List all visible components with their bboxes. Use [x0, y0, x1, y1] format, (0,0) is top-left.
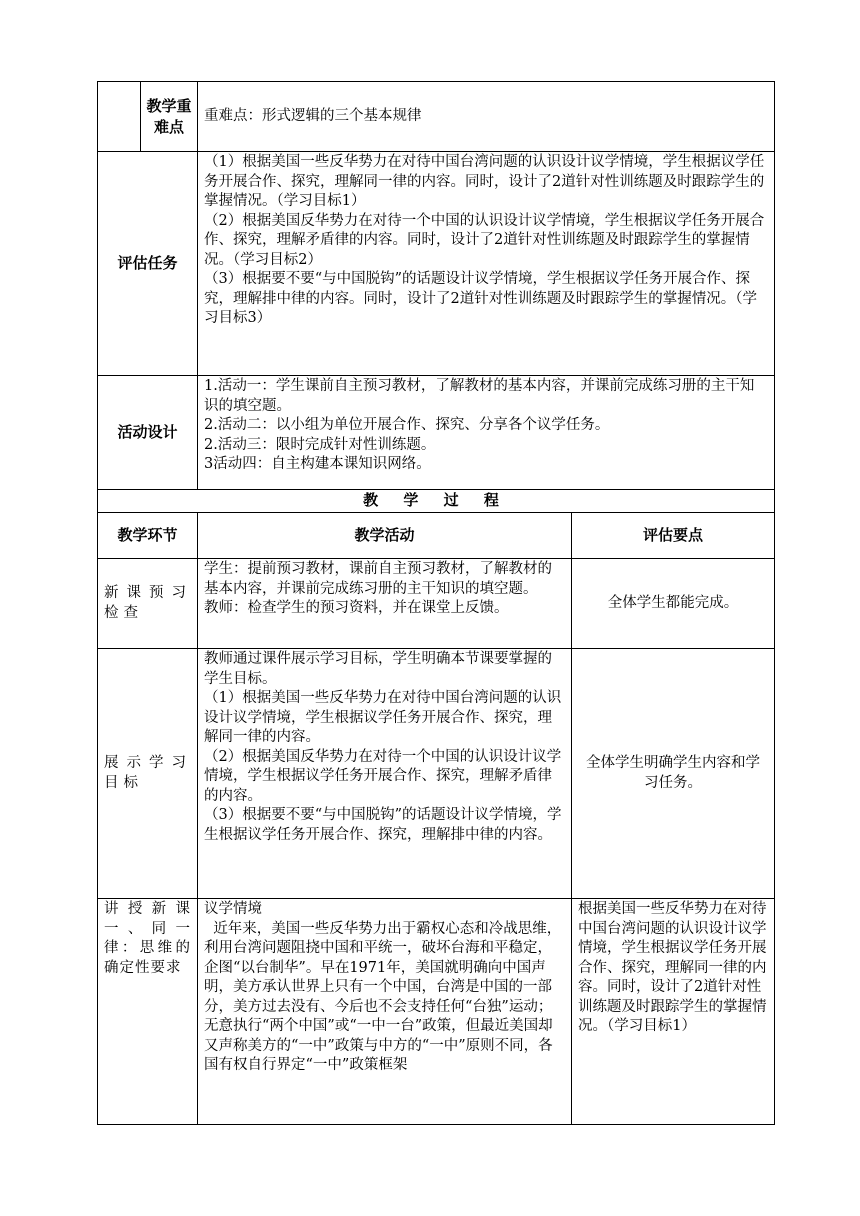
assessment-content: [198, 152, 775, 376]
activity-goals-line-4: （3）根据要不要“与中国脱钩”的话题设计议学情境，学生根据议学任务开展合作、探究，理解排中律的内容。: [204, 807, 562, 843]
activities-row: [98, 376, 775, 490]
assessment-item-1: （1）根据美国一些反华势力在对待中国台湾问题的认识设计议学情境，学生根据议学任务开展合作、探究，理解同一律的内容。同时，设计了2道针对性训练题及时跟踪学生的掌握情况。（学习目标1）: [204, 154, 765, 209]
process-row-goals: [98, 649, 775, 899]
activity-goals-line-1: 教师通过课件展示学习目标，学生明确本节课要掌握的学生目标。: [204, 651, 552, 687]
activity-item-3: 2.活动三：限时完成针对性训练题。: [204, 436, 436, 453]
header-stage: 教学环节: [98, 513, 198, 559]
activity-goals-line-3: （2）根据美国反华势力在对待一个中国的认识设计议学情境，学生根据议学任务开展合作、探究，理解矛盾律的内容。: [204, 748, 562, 804]
key-points-content: 重难点：形式逻辑的三个基本规律: [198, 82, 775, 152]
assessment-identity-law: 根据美国一些反华势力在对待中国台湾问题的认识设计议学情境，学生根据议学任务开展合作、探究，理解同一律的内容。同时，设计了2道针对性训练题及时跟踪学生的掌握情况。（学习目标1）: [572, 899, 775, 1125]
activities-content: [198, 376, 775, 490]
activity-item-2: 2.活动二：以小组为单位开展合作、探究、分享各个议学任务。: [204, 417, 610, 433]
process-row-preview: [98, 559, 775, 649]
assessment-goals: 全体学生明确学生内容和学习任务。: [572, 649, 775, 899]
stage-goals: 展示学习目标: [98, 649, 198, 899]
header-activity: 教学活动: [198, 513, 572, 559]
activity-goals: [198, 649, 572, 899]
header-assessment: 评估要点: [572, 513, 775, 559]
activity-item-4: 3活动四：自主构建本课知识网络。: [204, 456, 431, 472]
lesson-plan-table: [97, 81, 775, 1125]
assessment-label: 评估任务: [98, 152, 198, 376]
process-row-identity-law: [98, 899, 775, 1125]
activities-label: 活动设计: [98, 376, 198, 490]
assessment-row: [98, 152, 775, 376]
process-header-row: [98, 513, 775, 559]
key-points-label: 教学重难点: [141, 82, 198, 152]
activity-identity-law: [198, 899, 572, 1125]
blank-cell: [98, 82, 141, 152]
activity-goals-line-2: （1）根据美国一些反华势力在对待中国台湾问题的认识设计议学情境，学生根据议学任务开展合作、探究，理解同一律的内容。: [204, 690, 562, 745]
activity-identity-law-text: 近年来，美国一些反华势力出于霸权心态和冷战思维，利用台湾问题阻挠中国和平统一，破坏台海和平稳定，企图“以台制华”。早在1971年，美国就明确向中国声明，美方承认世界上只有一个中国，台湾是中国的一部分，美方过去没有、今后也不会支持任何“台独”运动；无意执行“两个中国”或“一中一台”政策，但最近美国却又声称美方的“一中”政策与中方的“一中”原则不同，各国有权自行界定“一中”政策框架: [204, 920, 562, 1073]
activity-preview-line-1: 学生：提前预习教材，课前自主预习教材，了解教材的基本内容，并课前完成练习册的主干知识的填空题。: [204, 561, 552, 597]
lesson-plan-page: [97, 81, 774, 1125]
activity-preview-line-2: 教师：检查学生的预习资料，并在课堂上反馈。: [204, 600, 509, 616]
stage-preview: 新课预习检查: [98, 559, 198, 649]
activity-item-1: 1.活动一：学生课前自主预习教材，了解教材的基本内容，并课前完成练习册的主干知识的填空题。: [204, 378, 755, 414]
key-points-row: [98, 82, 775, 152]
activity-identity-law-heading: 议学情境: [204, 901, 262, 917]
stage-identity-law: 讲授新课一、同一律：思维的确定性要求: [98, 899, 198, 1125]
assessment-item-3: （3）根据要不要“与中国脱钩”的话题设计议学情境，学生根据议学任务开展合作、探究，理解排中律的内容。同时，设计了2道针对性训练题及时跟踪学生的掌握情况。（学习目标3）: [204, 271, 757, 326]
process-title-row: [98, 490, 775, 513]
assessment-item-2: （2）根据美国反华势力在对待一个中国的认识设计议学情境，学生根据议学任务开展合作、探究，理解矛盾律的内容。同时，设计了2道针对性训练题及时跟踪学生的掌握情况。（学习目标2）: [204, 212, 765, 268]
assessment-preview: 全体学生都能完成。: [572, 559, 775, 649]
process-title: 教 学 过 程: [98, 490, 775, 513]
activity-preview: [198, 559, 572, 649]
